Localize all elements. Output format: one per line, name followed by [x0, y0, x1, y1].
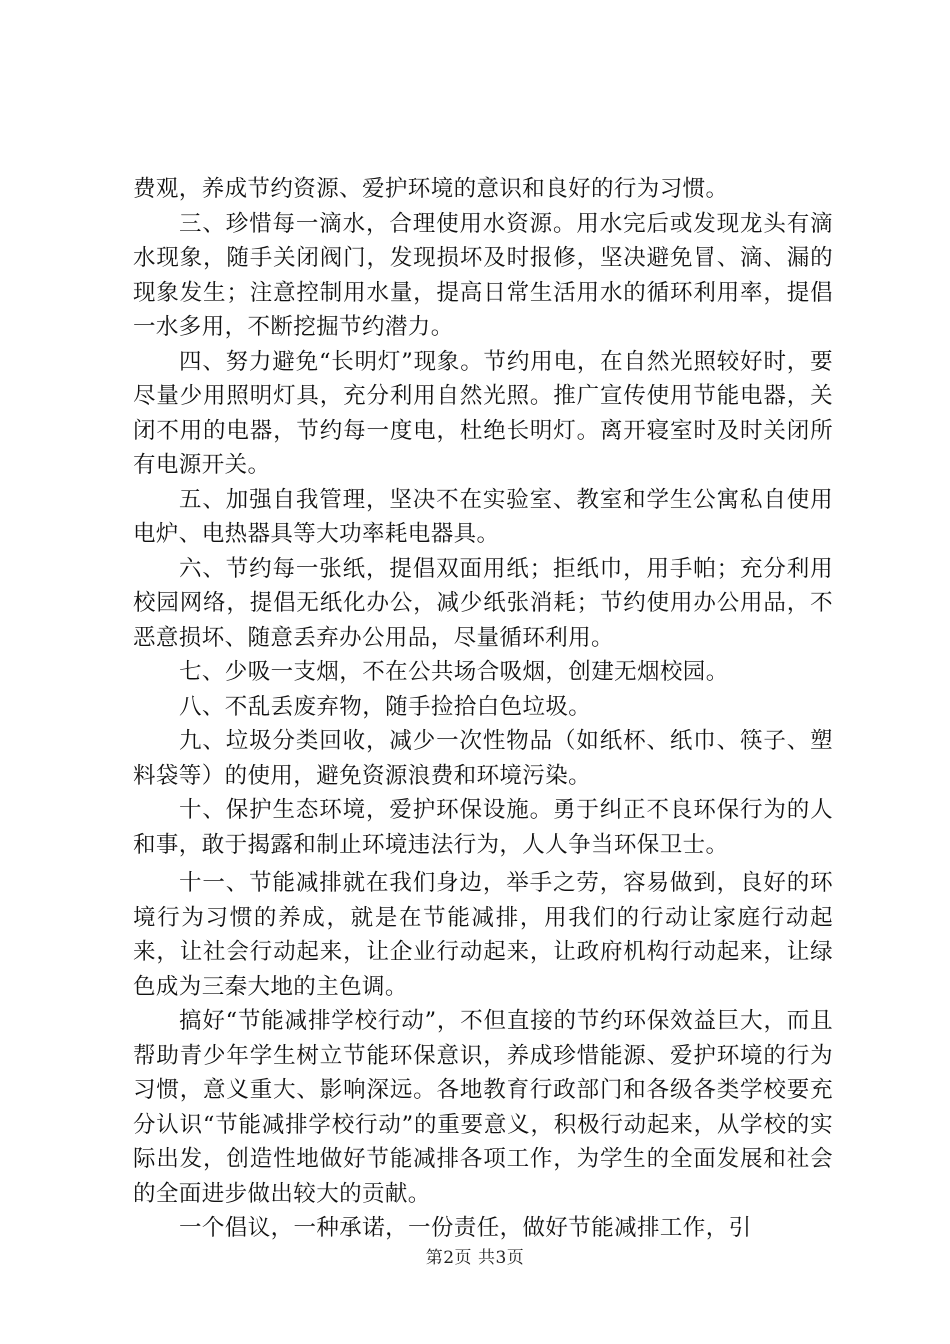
paragraph-item-5: 五、加强自我管理，坚决不在实验室、教室和学生公寓私自使用电炉、电热器具等大功率耗电器具。 — [133, 486, 833, 547]
paragraph-item-9: 九、垃圾分类回收，减少一次性物品（如纸杯、纸巾、筷子、塑料袋等）的使用，避免资源浪费和环境污染。 — [133, 728, 833, 789]
paragraph-item-3: 三、珍惜每一滴水，合理使用水资源。用水完后或发现龙头有滴水现象，随手关闭阀门，发现损坏及时报修，坚决避免冒、滴、漏的现象发生；注意控制用水量，提高日常生活用水的循环利用率，提倡一水多用，不断挖掘节约潜力。 — [133, 210, 833, 340]
page-number-footer: 第2页 共3页 — [425, 1248, 525, 1268]
paragraph-item-7: 七、少吸一支烟，不在公共场合吸烟，创建无烟校园。 — [179, 659, 729, 685]
document-body — [133, 172, 833, 1246]
paragraph-item-10: 十、保护生态环境，爱护环保设施。勇于纠正不良环保行为的人和事，敢于揭露和制止环境违法行为，人人争当环保卫士。 — [133, 797, 833, 858]
paragraph-closing: 一个倡议，一种承诺，一份责任，做好节能减排工作，引 — [179, 1215, 752, 1241]
paragraph-item-11: 十一、节能减排就在我们身边，举手之劳，容易做到，良好的环境行为习惯的养成，就是在节能减排，用我们的行动让家庭行动起来，让社会行动起来，让企业行动起来，让政府机构行动起来，让绿色成为三秦大地的主色调。 — [133, 870, 833, 1000]
paragraph-item-4: 四、努力避免“长明灯”现象。节约用电，在自然光照较好时，要尽量少用照明灯具，充分利用自然光照。推广宣传使用节能电器，关闭不用的电器，节约每一度电，杜绝长明灯。离开寝室时及时关闭所有电源开关。 — [133, 348, 833, 478]
paragraph-summary: 搞好“节能减排学校行动”，不但直接的节约环保效益巨大，而且帮助青少年学生树立节能环保意识，养成珍惜能源、爱护环境的行为习惯，意义重大、影响深远。各地教育行政部门和各级各类学校要充分认识“节能减排学校行动”的重要意义，积极行动起来，从学校的实际出发，创造性地做好节能减排各项工作，为学生的全面发展和社会的全面进步做出较大的贡献。 — [133, 1008, 833, 1207]
paragraph-item-8: 八、不乱丢废弃物，随手捡拾白色垃圾。 — [179, 693, 592, 720]
paragraph-item-6: 六、节约每一张纸，提倡双面用纸；拒纸巾，用手帕；充分利用校园网络，提倡无纸化办公，减少纸张消耗；节约使用办公用品，不恶意损坏、随意丢弃办公用品，尽量循环利用。 — [133, 555, 833, 651]
paragraph-continuation: 费观，养成节约资源、爱护环境的意识和良好的行为习惯。 — [133, 176, 729, 202]
